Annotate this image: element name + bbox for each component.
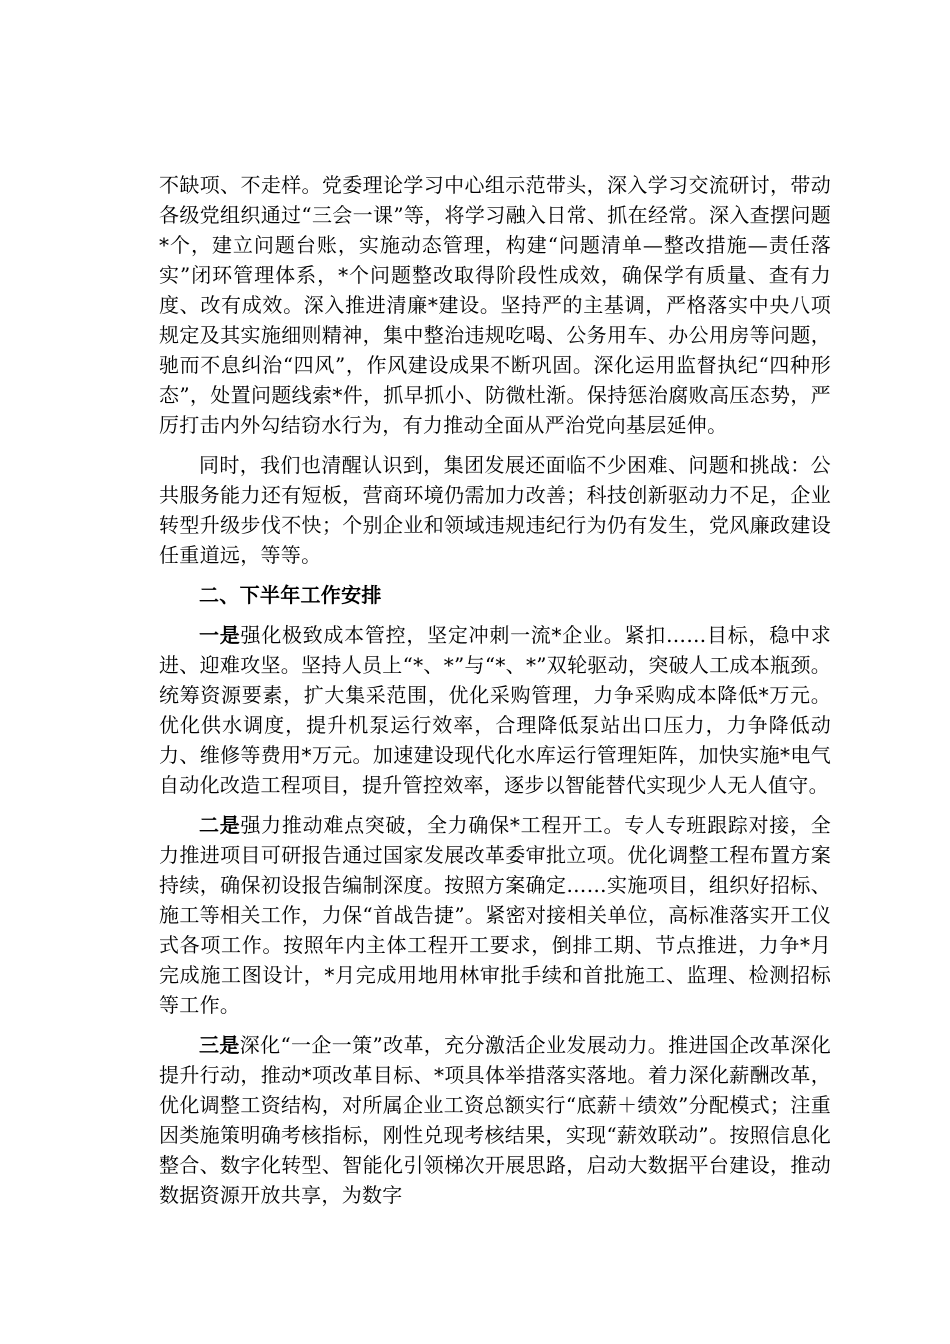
paragraph-text: 同时，我们也清醒认识到，集团发展还面临不少困难、问题和挑战：公共服务能力还有短板，营商环境仍需加力改善；科技创新驱动力不足，企业转型升级步伐不快；个别企业和领域违规违纪行为仍有发生，党风廉政建设任重道远，等等。 <box>159 453 831 567</box>
section-heading <box>159 580 831 610</box>
paragraph-lead: 一是 <box>199 623 241 647</box>
paragraph-challenges <box>159 450 831 570</box>
paragraph-lead: 二是 <box>199 813 241 837</box>
paragraph-second-task <box>159 810 831 1020</box>
paragraph-text: 不缺项、不走样。党委理论学习中心组示范带头，深入学习交流研讨，带动各级党组织通过“三会一课”等，将学习融入日常、抓在经常。深入查摆问题*个，建立问题台账，实施动态管理，构建“问题清单—整改措施—责任落实”闭环管理体系，*个问题整改取得阶段性成效，确保学有质量、查有力度、改有成效。深入推进清廉*建设。坚持严的主基调，严格落实中央八项规定及其实施细则精神，集中整治违规吃喝、公务用车、办公用房等问题，驰而不息纠治“四风”，作风建设成果不断巩固。深化运用监督执纪“四种形态”，处置问题线索*件，抓早抓小、防微杜渐。保持惩治腐败高压态势，严厉打击内外勾结窃水行为，有力推动全面从严治党向基层延伸。 <box>159 173 831 437</box>
paragraph-text: 强力推动难点突破，全力确保*工程开工。专人专班跟踪对接，全力推进项目可研报告通过国家发展改革委审批立项。优化调整工程布置方案持续，确保初设报告编制深度。按照方案确定……实施项目，组织好招标、施工等相关工作，力保“首战告捷”。紧密对接相关单位，高标准落实开工仪式各项工作。按照年内主体工程开工要求，倒排工期、节点推进，力争*月完成施工图设计，*月完成用地用林审批手续和首批施工、监理、检测招标等工作。 <box>159 813 831 1017</box>
paragraph-lead: 三是 <box>199 1033 240 1057</box>
document-page <box>159 170 831 1210</box>
paragraph-third-task <box>159 1030 831 1210</box>
section-heading-text: 二、下半年工作安排 <box>199 583 382 607</box>
paragraph-text: 深化“一企一策”改革，充分激活企业发展动力。推进国企改革深化提升行动，推动*项改革目标、*项具体举措落实落地。着力深化薪酬改革，优化调整工资结构，对所属企业工资总额实行“底薪＋绩效”分配模式；注重因类施策明确考核指标，刚性兑现考核结果，实现“薪效联动”。按照信息化整合、数字化转型、智能化引领梯次开展思路，启动大数据平台建设，推动数据资源开放共享，为数字 <box>159 1033 831 1207</box>
paragraph-text: 强化极致成本管控，坚定冲刺一流*企业。紧扣……目标，稳中求进、迎难攻坚。坚持人员上“*、*”与“*、*”双轮驱动，突破人工成本瓶颈。统筹资源要素，扩大集采范围，优化采购管理，力争采购成本降低*万元。优化供水调度，提升机泵运行效率，合理降低泵站出口压力，力争降低动力、维修等费用*万元。加速建设现代化水库运行管理矩阵，加快实施*电气自动化改造工程项目，提升管控效率，逐步以智能替代实现少人无人值守。 <box>159 623 831 797</box>
paragraph-party-building <box>159 170 831 440</box>
paragraph-first-task <box>159 620 831 800</box>
